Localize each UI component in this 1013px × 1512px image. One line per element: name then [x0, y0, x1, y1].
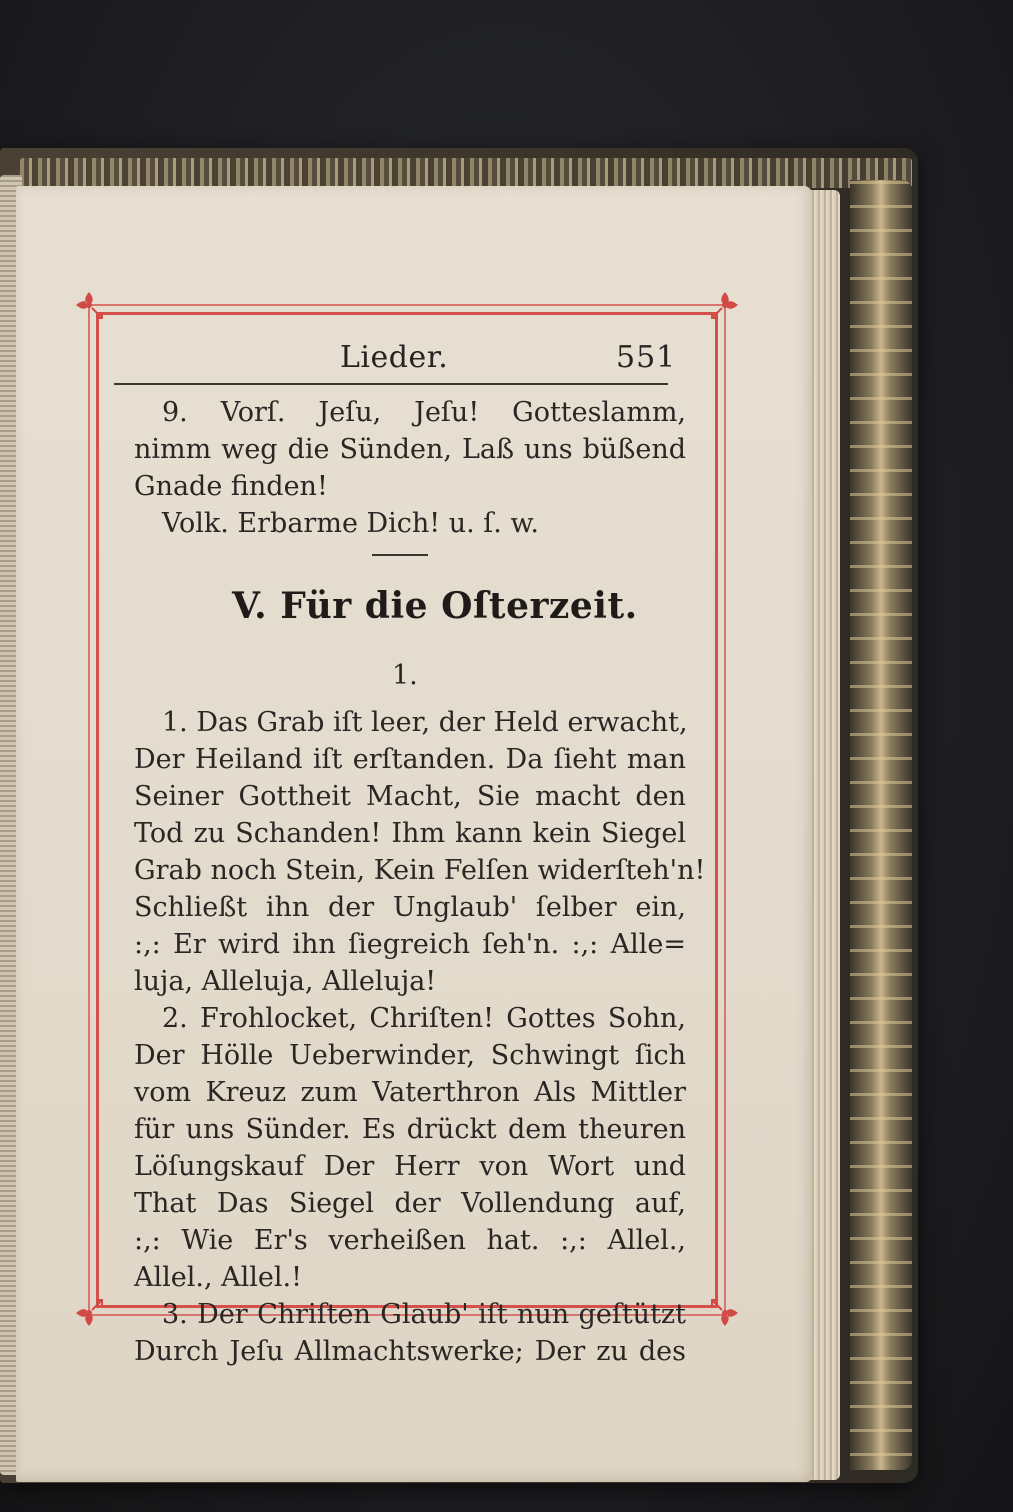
- verse-9-block: [134, 394, 686, 542]
- hymn-line: Seiner Gottheit Macht, Sie macht den: [134, 781, 686, 812]
- fleuron-corner-icon: [72, 288, 106, 322]
- hymn-line: Durch Jeſu Allmachtswerke; Der zu des: [134, 1336, 686, 1367]
- hymn-line: für uns Sünder. Es drückt dem theuren: [134, 1114, 686, 1145]
- fleuron-corner-icon: [708, 288, 742, 322]
- verse-line: nimm weg die Sünden, Laß uns büßend: [134, 434, 686, 465]
- running-head: Lieder.: [340, 340, 449, 375]
- hymn-line: Der Heiland iſt erſtanden. Da ſieht man: [134, 744, 686, 775]
- cover-ornament-spine: [850, 180, 912, 1470]
- hymn-text-block: [134, 704, 706, 1370]
- hymn-number: 1.: [392, 660, 418, 691]
- section-title: V. Für die Oſterzeit.: [232, 585, 638, 627]
- verse-line: Gnade finden!: [134, 471, 328, 502]
- header-rule: [114, 383, 668, 385]
- hymn-line: Tod zu Schanden! Ihm kann kein Siegel: [134, 818, 686, 849]
- fleuron-corner-icon: [708, 1296, 742, 1330]
- hymn-line: 1. Das Grab iſt leer, der Held erwacht,: [162, 707, 688, 738]
- page-number: 551: [616, 340, 677, 375]
- hymn-line: :,: Er wird ihn ſiegreich ſeh'n. :,: Alle=: [134, 929, 686, 960]
- hymn-line: Grab noch Stein, Kein Felſen widerſteh'n!: [134, 855, 706, 886]
- hymn-line: Löſungskauf Der Herr von Wort und: [134, 1151, 686, 1182]
- hymn-line: Der Hölle Ueberwinder, Schwingt ſich: [134, 1040, 686, 1071]
- hymn-line: vom Kreuz zum Vaterthron Als Mittler: [134, 1077, 686, 1108]
- hymn-line: Allel., Allel.!: [134, 1262, 302, 1293]
- section-divider: [372, 554, 428, 556]
- hymn-line: Schließt ihn der Unglaub' ſelber ein,: [134, 892, 686, 923]
- hymn-line: 2. Frohlocket, Chriſten! Gottes Sohn,: [162, 1003, 686, 1034]
- hymn-line: That Das Siegel der Vollendung auf,: [134, 1188, 686, 1219]
- hymn-line: luja, Alleluja, Alleluja!: [134, 966, 437, 997]
- cover-ornament-top: [20, 158, 912, 188]
- verse-line: 9. Vorſ. Jeſu, Jeſu! Gotteslamm,: [162, 397, 686, 428]
- verse-line: Volk. Erbarme Dich! u. ſ. w.: [162, 508, 539, 539]
- hymn-line: 3. Der Chriſten Glaub' iſt nun geſtützt: [162, 1299, 686, 1330]
- hymn-line: :,: Wie Er's verheißen hat. :,: Allel.,: [134, 1225, 686, 1256]
- fleuron-corner-icon: [72, 1296, 106, 1330]
